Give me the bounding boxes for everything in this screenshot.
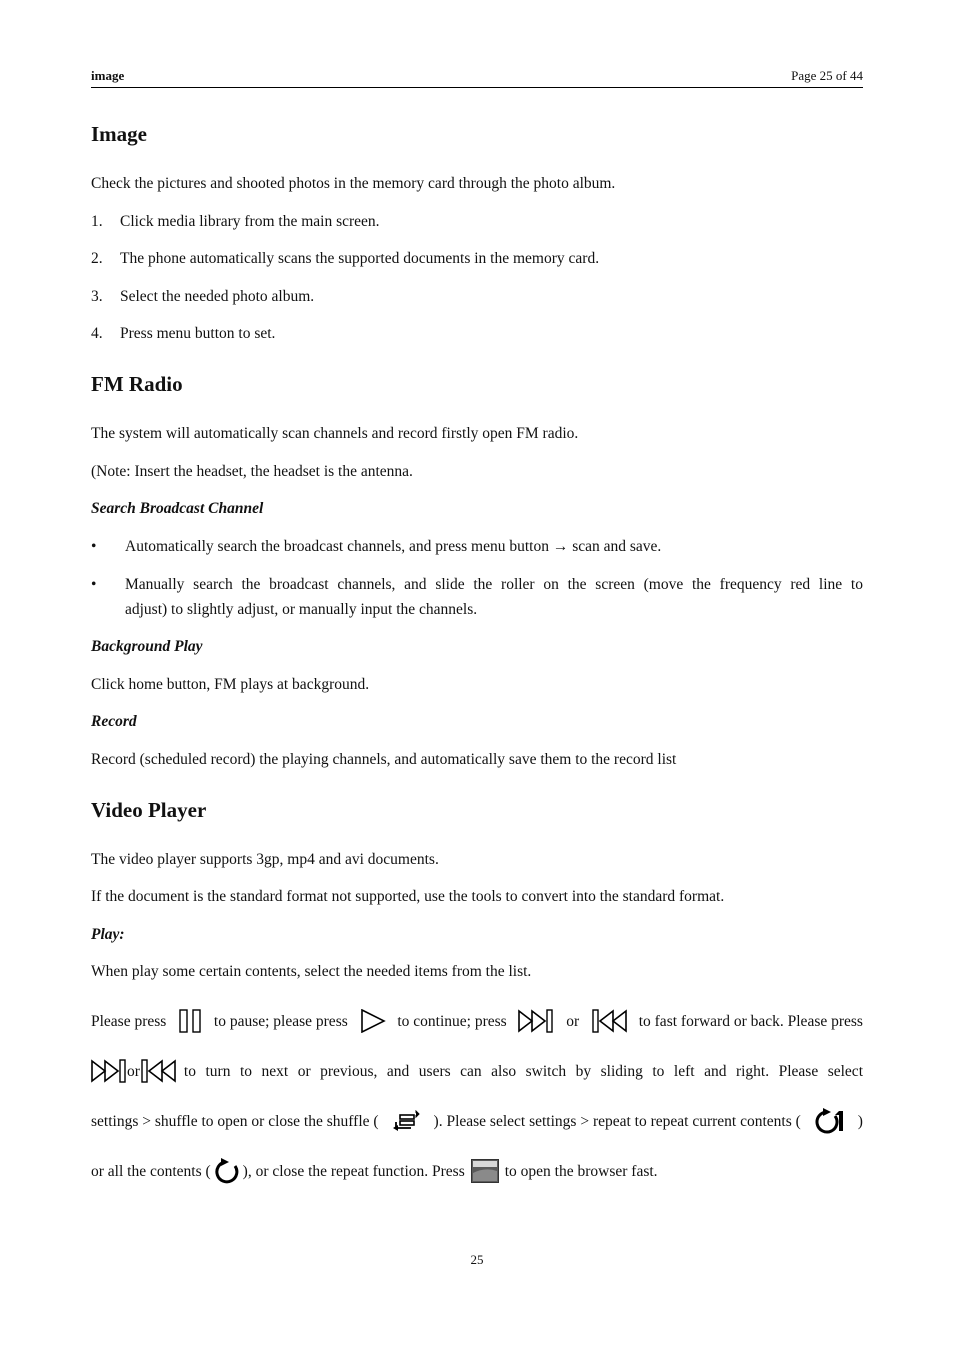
controls-line-4 <box>91 1156 863 1186</box>
bullet-item <box>91 572 863 622</box>
bullet-glyph: • <box>91 538 97 555</box>
header-page-indicator: Page 25 of 44 <box>791 68 863 83</box>
previous-icon <box>140 1059 176 1083</box>
text-fragment: or all the contents ( <box>91 1162 211 1180</box>
text-fragment: or <box>127 1062 140 1080</box>
video-p2: If the document is the standard format not supported, use the tools to convert into the standard format. <box>91 888 725 905</box>
section-title-image: Image <box>91 122 147 146</box>
controls-line-3 <box>91 1106 863 1136</box>
browser-icon <box>471 1159 499 1183</box>
list-text: Press menu button to set. <box>120 325 276 342</box>
next-icon <box>91 1059 127 1083</box>
rewind-icon <box>591 1009 627 1033</box>
list-number: 1. <box>91 213 103 230</box>
pause-icon <box>178 1009 202 1033</box>
image-intro: Check the pictures and shooted photos in the memory card through the photo album. <box>91 175 616 192</box>
list-number: 2. <box>91 250 103 267</box>
list-number: 3. <box>91 288 103 305</box>
background-play-text: Click home button, FM plays at background. <box>91 676 370 693</box>
subheading-background-play: Background Play <box>91 638 203 655</box>
fast-forward-icon <box>518 1009 554 1033</box>
page-number: 25 <box>470 1252 484 1267</box>
subheading-record: Record <box>91 713 137 730</box>
text-fragment: to turn to next or previous, and users can also switch by sliding to left and right. Please select <box>183 1062 863 1080</box>
list-item <box>91 284 863 309</box>
shuffle-icon <box>391 1110 421 1132</box>
section-title-video-player: Video Player <box>91 798 207 822</box>
section-title-fm-radio: FM Radio <box>91 372 183 396</box>
bullet-glyph: • <box>91 576 97 593</box>
list-text: The phone automatically scans the supported documents in the memory card. <box>120 250 600 267</box>
text-fragment: to open the browser fast. <box>504 1162 658 1180</box>
list-text: Select the needed photo album. <box>120 288 315 305</box>
controls-line-1 <box>91 1006 863 1036</box>
text-fragment: to fast forward or back. Please press <box>638 1012 863 1030</box>
list-item <box>91 246 863 271</box>
repeat-one-icon <box>813 1108 845 1134</box>
page-header <box>91 68 863 88</box>
list-number: 4. <box>91 325 103 342</box>
text-fragment: to pause; please press <box>213 1012 348 1030</box>
fm-note: (Note: Insert the headset, the headset is the antenna. <box>91 463 413 480</box>
video-p3: When play some certain contents, select the needed items from the list. <box>91 963 532 980</box>
text-fragment: ) <box>857 1112 863 1130</box>
subheading-search-broadcast: Search Broadcast Channel <box>91 500 264 517</box>
bullet-item <box>91 534 863 559</box>
text-fragment: or <box>566 1012 580 1030</box>
header-title: image <box>91 68 125 83</box>
video-p1: The video player supports 3gp, mp4 and avi documents. <box>91 851 439 868</box>
bullet-text: Automatically search the broadcast channels, and press menu button → scan and save. <box>125 538 662 555</box>
list-item <box>91 209 863 234</box>
play-icon <box>360 1009 386 1033</box>
text-fragment: ), or close the repeat function. Press <box>242 1162 465 1180</box>
controls-line-2 <box>91 1056 863 1086</box>
record-text: Record (scheduled record) the playing channels, and automatically save them to the record list <box>91 751 677 768</box>
fm-intro: The system will automatically scan channels and record firstly open FM radio. <box>91 425 579 442</box>
text-fragment: Please press <box>91 1012 167 1030</box>
repeat-all-icon <box>213 1158 241 1184</box>
list-text: Click media library from the main screen. <box>120 213 380 230</box>
subheading-play: Play: <box>91 926 125 943</box>
text-fragment: settings > shuffle to open or close the shuffle ( <box>91 1112 379 1130</box>
text-fragment: to continue; press <box>397 1012 507 1030</box>
list-item <box>91 321 863 346</box>
bullet-text-line: Manually search the broadcast channels, and slide the roller on the screen (move the frequency red line to <box>125 576 863 593</box>
text-fragment: ). Please select settings > repeat to repeat current contents ( <box>433 1112 801 1130</box>
bullet-text-line: adjust) to slightly adjust, or manually input the channels. <box>125 601 478 618</box>
